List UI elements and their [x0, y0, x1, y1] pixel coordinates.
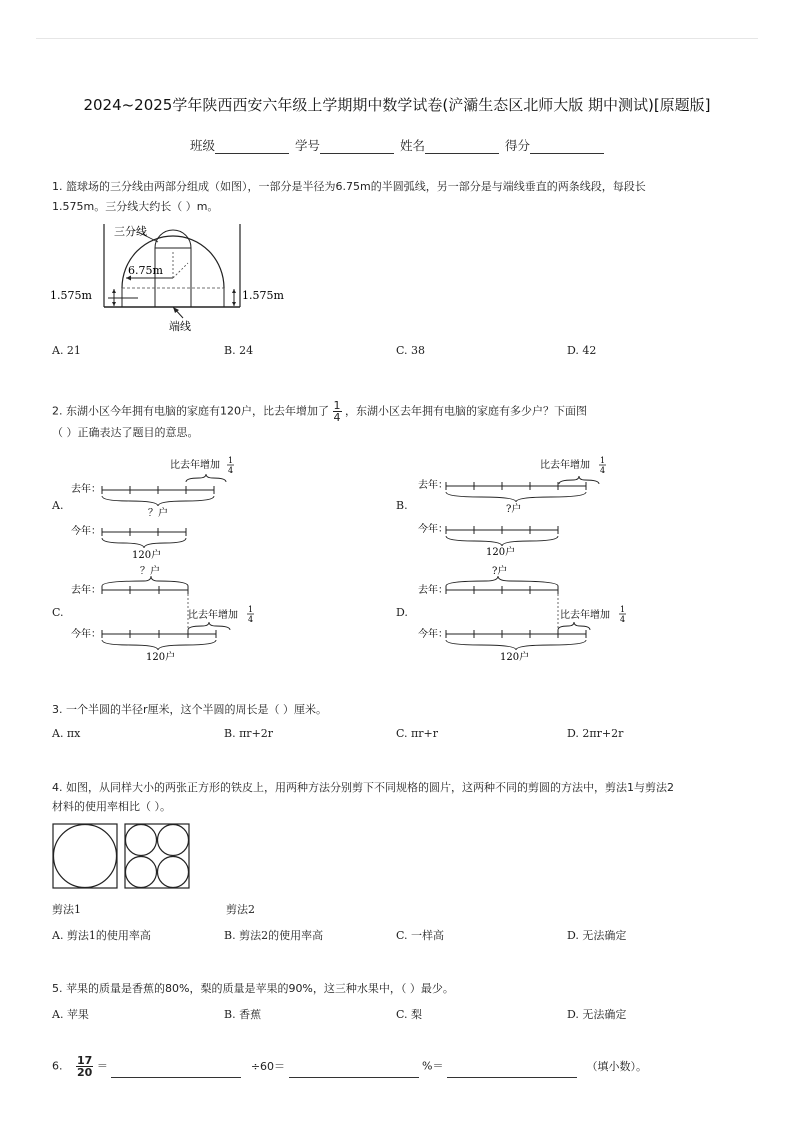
this-year-label: 今年：: [418, 524, 448, 535]
right-length-label: 1.575m: [242, 289, 284, 302]
q4-line2: 材料的使用率相比（ ）。: [52, 800, 171, 813]
q4-cut1-figure: [52, 823, 118, 889]
q2-option-a-diagram[interactable]: [66, 454, 256, 566]
frac-num: 1: [248, 605, 254, 614]
this-year-label: 今年：: [71, 526, 101, 537]
q1-option-d[interactable]: D. 42: [567, 344, 597, 357]
q4-cut2-label: 剪法2: [226, 903, 255, 916]
last-year-label: 去年：: [418, 480, 448, 491]
q6-fraction: [76, 1055, 93, 1078]
q2-option-c-letter[interactable]: C.: [52, 606, 64, 619]
q6-divide: ÷60＝: [250, 1059, 286, 1073]
increase-label: 比去年增加: [540, 460, 590, 471]
id-blank[interactable]: [320, 140, 394, 154]
q6-blank-3[interactable]: [447, 1065, 577, 1078]
increase-label: 比去年增加: [560, 610, 610, 621]
left-length-label: 1.575m: [50, 289, 92, 302]
frac-num: 1: [228, 456, 234, 465]
last-year-label: 去年：: [418, 585, 448, 596]
q3-text: 3. 一个半圆的半径r厘米，这个半圆的周长是（ ）厘米。: [52, 703, 328, 716]
known-label: 120户: [132, 550, 162, 561]
q2-option-d-letter[interactable]: D.: [396, 606, 408, 619]
q5-text: 5. 苹果的质量是香蕉的80%，梨的质量是苹果的90%，这三种水果中，（ ）最少。: [52, 982, 454, 995]
end-line-label: 端线: [169, 320, 191, 333]
frac-den: 4: [248, 615, 254, 624]
q2-fraction: [333, 400, 342, 423]
unknown-label: ？户: [140, 566, 160, 577]
q1-option-b[interactable]: B. 24: [224, 344, 254, 357]
q4-option-a[interactable]: A. 剪法1的使用率高: [52, 929, 151, 942]
known-label: 120户: [500, 652, 530, 663]
q2-option-d-diagram[interactable]: [414, 560, 634, 666]
q2-frac-num: 1: [333, 399, 341, 412]
q4-line1: 4. 如图，从同样大小的两张正方形的铁皮上，用两种方法分别剪下不同规格的圆片，这两种不同的剪圆的方法中，剪法1与剪法2: [52, 781, 674, 794]
q5-option-d[interactable]: D. 无法确定: [567, 1008, 627, 1021]
increase-label: 比去年增加: [170, 460, 220, 471]
q4-option-b[interactable]: B. 剪法2的使用率高: [224, 929, 324, 942]
name-blank[interactable]: [425, 140, 499, 154]
frac-num: 1: [600, 456, 606, 465]
name-label: 姓名: [400, 138, 426, 153]
q6-equals: ＝: [96, 1059, 108, 1073]
q3-option-c[interactable]: C. πr+r: [396, 727, 438, 740]
frac-den: 4: [600, 466, 606, 475]
q4-cut2-figure: [124, 823, 190, 889]
q6-percent: %＝: [422, 1059, 444, 1073]
score-blank[interactable]: [530, 140, 604, 154]
q5-option-c[interactable]: C. 梨: [396, 1008, 423, 1021]
top-divider: [36, 38, 758, 39]
q2-option-a-letter[interactable]: A.: [52, 499, 64, 512]
frac-den: 4: [228, 466, 234, 475]
q2-option-b-letter[interactable]: B.: [396, 499, 408, 512]
q4-option-c[interactable]: C. 一样高: [396, 929, 445, 942]
radius-label: 6.75m: [128, 264, 163, 277]
q2-frac-den: 4: [333, 411, 341, 424]
three-point-label: 三分线: [114, 225, 147, 238]
class-blank[interactable]: [215, 140, 289, 154]
q1-option-c[interactable]: C. 38: [396, 344, 426, 357]
q2-line2: （ ）正确表达了题目的意思。: [52, 426, 199, 439]
q2-line1-a: 2. 东湖小区今年拥有电脑的家庭有120户，比去年增加了: [52, 404, 329, 418]
last-year-label: 去年：: [71, 484, 101, 495]
q2-line1-b: ，东湖小区去年拥有电脑的家庭有多少户？下面图: [345, 404, 587, 418]
q6-frac-num: 17: [77, 1054, 93, 1067]
q6-note: （填小数）。: [586, 1059, 647, 1073]
q3-option-a[interactable]: A. πx: [52, 727, 81, 740]
q6-blank-1[interactable]: [111, 1065, 241, 1078]
student-info-line: [190, 136, 606, 154]
q4-cut1-label: 剪法1: [52, 903, 81, 916]
unknown-label: ？户: [148, 508, 168, 519]
q6-number: 6.: [52, 1059, 63, 1073]
q1-line1: 1. 篮球场的三分线由两部分组成（如图），一部分是半径为6.75m的半圆弧线，另一部分是与端线垂直的两条线段，每段长: [52, 180, 646, 193]
frac-num: 1: [620, 605, 626, 614]
q2-option-b-diagram[interactable]: [414, 454, 634, 566]
unknown-label: ?户: [506, 504, 522, 515]
q6-frac-den: 20: [77, 1066, 93, 1079]
q6-blank-2[interactable]: [289, 1065, 419, 1078]
q1-court-figure: [48, 218, 288, 338]
id-label: 学号: [295, 138, 321, 153]
q2-option-c-diagram[interactable]: [66, 560, 266, 666]
q1-line2: 1.575m。三分线大约长（ ）m。: [52, 200, 219, 213]
q3-option-b[interactable]: B. πr+2r: [224, 727, 274, 740]
q5-option-a[interactable]: A. 苹果: [52, 1008, 89, 1021]
class-label: 班级: [190, 138, 216, 153]
q3-option-d[interactable]: D. 2πr+2r: [567, 727, 624, 740]
known-label: 120户: [486, 547, 516, 558]
score-label: 得分: [505, 138, 531, 153]
frac-den: 4: [620, 615, 626, 624]
q6-line: [52, 1055, 647, 1078]
this-year-label: 今年：: [418, 629, 448, 640]
known-label: 120户: [146, 652, 176, 663]
page-title: 2024~2025学年陕西西安六年级上学期期中数学试卷(浐灞生态区北师大版 期中测试)[原题版]: [83, 96, 711, 114]
last-year-label: 去年：: [71, 585, 101, 596]
q5-option-b[interactable]: B. 香蕉: [224, 1008, 262, 1021]
q4-option-d[interactable]: D. 无法确定: [567, 929, 627, 942]
this-year-label: 今年：: [71, 629, 101, 640]
unknown-label: ?户: [492, 566, 508, 577]
q1-option-a[interactable]: A. 21: [52, 344, 81, 357]
increase-label: 比去年增加: [188, 610, 238, 621]
q2-line1: [52, 400, 587, 423]
